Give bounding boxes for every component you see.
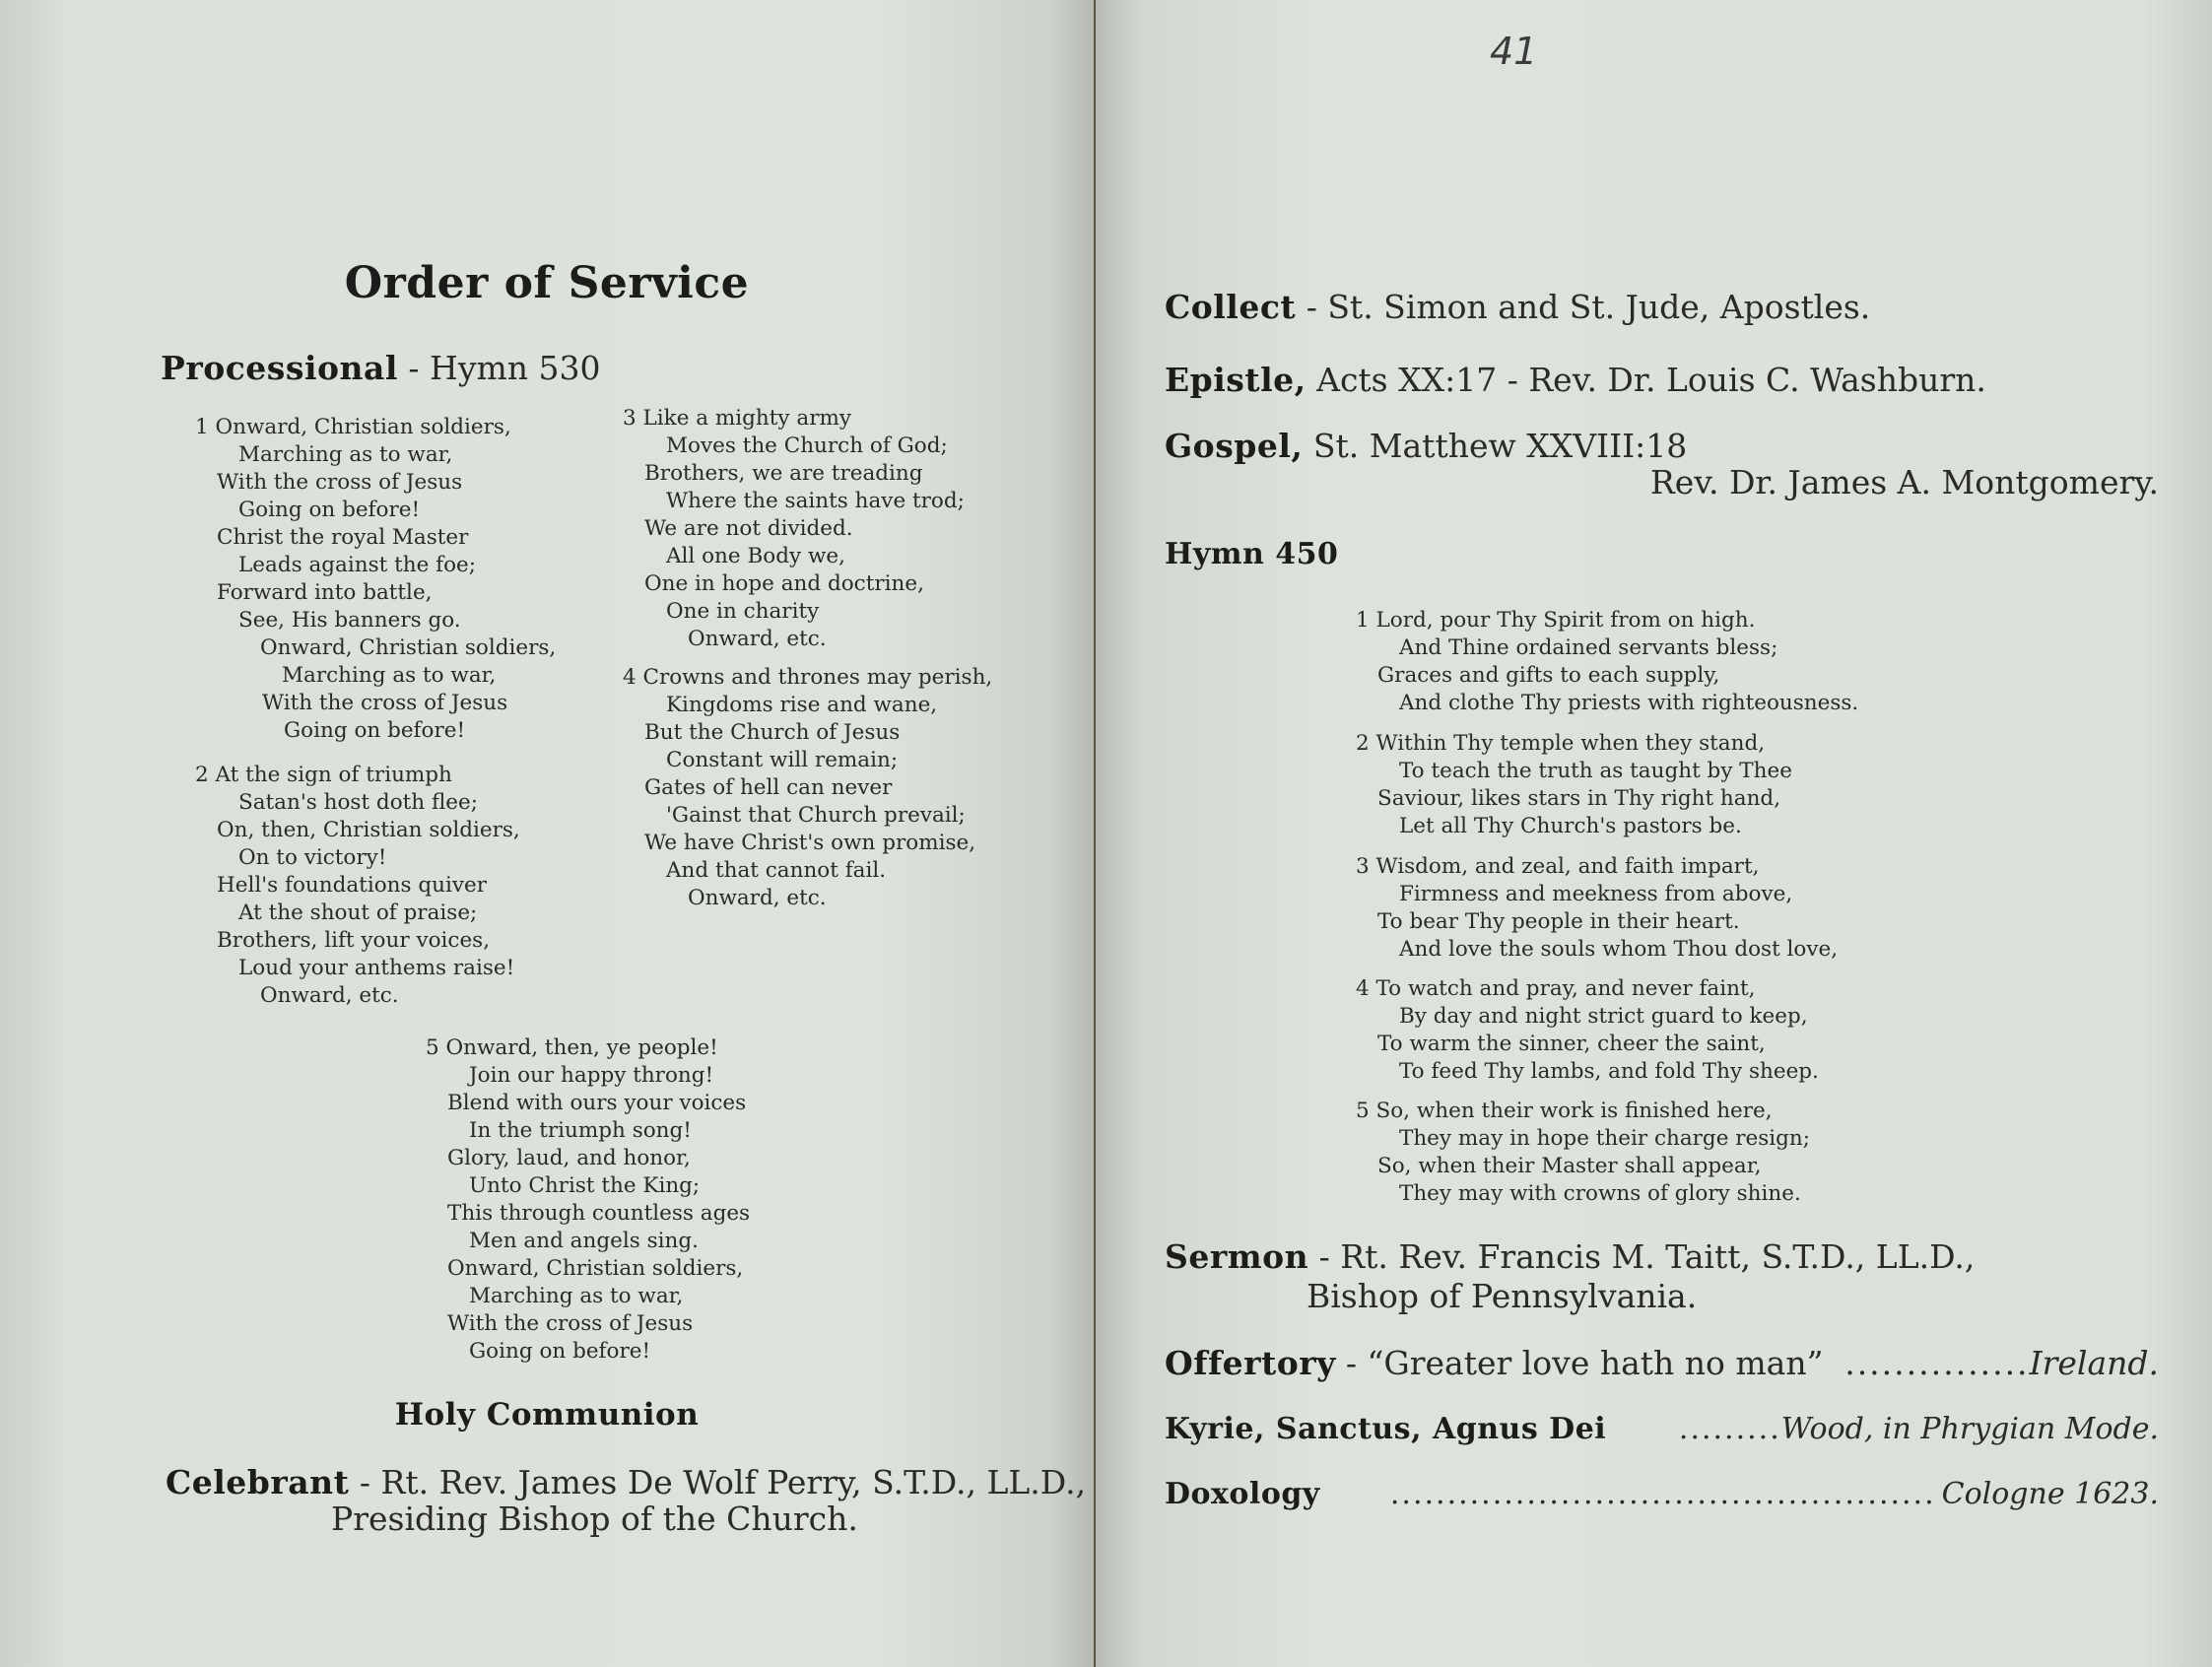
- verse-line: To bear Thy people in their heart.: [1377, 909, 1740, 934]
- sermon-text: - Rt. Rev. Francis M. Taitt, S.T.D., LL.D.,: [1318, 1237, 1976, 1276]
- sermon-label: Sermon: [1165, 1237, 1309, 1276]
- verse-line: 2 At the sign of triumph: [195, 763, 452, 787]
- verse-line: Christ the royal Master: [217, 525, 469, 550]
- gospel-text: St. Matthew XXVIII:18: [1312, 427, 1688, 465]
- verse-line: Brothers, lift your voices,: [217, 928, 491, 953]
- verse-line: And love the souls whom Thou dost love,: [1399, 937, 1839, 962]
- verse-line: Glory, laud, and honor,: [447, 1146, 691, 1170]
- verse-line: Marching as to war,: [469, 1284, 684, 1308]
- verse-line: At the shout of praise;: [238, 900, 478, 925]
- verse-line: Loud your anthems raise!: [238, 956, 515, 980]
- verse-line: Onward, Christian soldiers,: [260, 635, 557, 660]
- verse-line: We are not divided.: [644, 516, 853, 541]
- verse-line: Where the saints have trod;: [666, 489, 965, 513]
- verse-line: 'Gainst that Church prevail;: [666, 803, 966, 828]
- verse-line: Going on before!: [284, 718, 466, 743]
- verse-line: See, His banners go.: [238, 608, 461, 633]
- hymn450-verse-5: [1356, 1098, 1810, 1208]
- verse-line: Marching as to war,: [282, 663, 497, 688]
- offertory-line: [1165, 1344, 2159, 1382]
- verse-line: We have Christ's own promise,: [644, 831, 976, 855]
- doxology-label: Doxology: [1165, 1477, 1320, 1511]
- hymn530-verse-2: [195, 762, 520, 1010]
- verse-line: And clothe Thy priests with righteousness.: [1399, 691, 1859, 715]
- verse-line: 3 Wisdom, and zeal, and faith impart,: [1356, 854, 1760, 879]
- verse-line: With the cross of Jesus: [447, 1311, 694, 1336]
- offertory-composer: Ireland.: [2029, 1344, 2159, 1382]
- verse-line: One in hope and doctrine,: [644, 571, 924, 596]
- verse-line: Men and angels sing.: [469, 1229, 699, 1253]
- offertory-label: Offertory: [1165, 1344, 1336, 1382]
- hymn450-verse-1: [1356, 607, 1858, 717]
- collect-text: - St. Simon and St. Jude, Apostles.: [1306, 288, 1871, 326]
- verse-line: Satan's host doth flee;: [238, 790, 478, 815]
- verse-line: On to victory!: [238, 845, 387, 870]
- right-page: [1096, 0, 2212, 1667]
- verse-line: Marching as to war,: [238, 442, 453, 467]
- collect-label: Collect: [1165, 288, 1297, 326]
- left-page: [0, 0, 1094, 1667]
- processional-label: Processional: [161, 349, 398, 387]
- verse-line: They may with crowns of glory shine.: [1399, 1181, 1801, 1206]
- kyrie-composer: Wood, in Phrygian Mode.: [1780, 1412, 2159, 1446]
- hymn450-verse-3: [1356, 853, 1838, 964]
- celebrant-label: Celebrant: [166, 1463, 350, 1501]
- verse-line: With the cross of Jesus: [217, 470, 463, 495]
- gospel-label: Gospel,: [1165, 427, 1304, 465]
- verse-line: Onward, etc.: [688, 627, 827, 651]
- verse-line: Join our happy throng!: [469, 1063, 714, 1088]
- collect-line: [1165, 288, 1870, 326]
- verse-line: Kingdoms rise and wane,: [666, 693, 938, 717]
- celebrant-line: [166, 1463, 1086, 1501]
- verse-line: 4 To watch and pray, and never faint,: [1356, 976, 1756, 1001]
- sermon-line-2: Bishop of Pennsylvania.: [1307, 1277, 1698, 1315]
- offertory-leader-dots: ...............: [1844, 1344, 2030, 1382]
- verse-line: To feed Thy lambs, and fold Thy sheep.: [1399, 1059, 1819, 1084]
- doxology-leader-dots: ................................................: [1389, 1477, 1936, 1511]
- kyrie-line: [1165, 1412, 2159, 1446]
- verse-line: All one Body we,: [666, 544, 845, 568]
- verse-line: Onward, etc.: [688, 886, 827, 910]
- verse-line: 4 Crowns and thrones may perish,: [623, 665, 993, 690]
- verse-line: Moves the Church of God;: [666, 433, 948, 458]
- processional-line: [161, 349, 601, 387]
- verse-line: Unto Christ the King;: [469, 1173, 701, 1198]
- verse-line: 5 So, when their work is finished here,: [1356, 1099, 1773, 1123]
- verse-line: Gates of hell can never: [644, 775, 893, 800]
- verse-line: Forward into battle,: [217, 580, 433, 605]
- verse-line: So, when their Master shall appear,: [1377, 1154, 1762, 1178]
- verse-line: They may in hope their charge resign;: [1399, 1126, 1811, 1151]
- gospel-line-2: Rev. Dr. James A. Montgomery.: [1649, 463, 2159, 501]
- verse-line: Onward, etc.: [260, 983, 399, 1008]
- verse-line: Graces and gifts to each supply,: [1377, 663, 1720, 688]
- verse-line: On, then, Christian soldiers,: [217, 818, 520, 842]
- kyrie-label: Kyrie, Sanctus, Agnus Dei: [1165, 1412, 1607, 1446]
- hymn530-verse-1: [195, 414, 556, 745]
- kyrie-leader-dots: .........: [1678, 1412, 1781, 1446]
- epistle-text: Acts XX:17 - Rev. Dr. Louis C. Washburn.: [1316, 361, 1986, 399]
- verse-line: By day and night strict guard to keep,: [1399, 1004, 1808, 1029]
- hymn530-verse-3: [623, 405, 965, 653]
- offertory-text: - “Greater love hath no man”: [1345, 1344, 1824, 1382]
- handwritten-page-number: 41: [1490, 30, 1538, 73]
- holy-communion-heading: Holy Communion: [394, 1397, 700, 1433]
- processional-text: - Hymn 530: [408, 349, 601, 387]
- verse-line: Firmness and meekness from above,: [1399, 882, 1793, 906]
- verse-line: And that cannot fail.: [666, 858, 887, 883]
- doxology-line: [1165, 1477, 2159, 1511]
- verse-line: 1 Lord, pour Thy Spirit from on high.: [1356, 608, 1756, 633]
- hymn450-verse-4: [1356, 975, 1819, 1086]
- verse-line: And Thine ordained servants bless;: [1399, 635, 1778, 660]
- celebrant-text: - Rt. Rev. James De Wolf Perry, S.T.D., LL.D.,: [359, 1463, 1087, 1501]
- verse-line: Let all Thy Church's pastors be.: [1399, 814, 1742, 838]
- hymn530-verse-4: [623, 664, 992, 912]
- verse-line: But the Church of Jesus: [644, 720, 901, 745]
- epistle-label: Epistle,: [1165, 361, 1307, 399]
- verse-line: 1 Onward, Christian soldiers,: [195, 415, 511, 439]
- verse-line: One in charity: [666, 599, 820, 624]
- verse-line: To teach the truth as taught by Thee: [1399, 759, 1792, 783]
- epistle-line: [1165, 361, 1986, 399]
- verse-line: Going on before!: [469, 1339, 651, 1364]
- doxology-composer: Cologne 1623.: [1941, 1477, 2159, 1511]
- verse-line: Constant will remain;: [666, 748, 899, 772]
- verse-line: With the cross of Jesus: [262, 691, 508, 715]
- verse-line: 2 Within Thy temple when they stand,: [1356, 731, 1766, 756]
- celebrant-line-2: Presiding Bishop of the Church.: [331, 1500, 858, 1538]
- verse-line: Going on before!: [238, 498, 421, 522]
- hymn530-verse-5: [426, 1034, 750, 1366]
- verse-line: This through countless ages: [447, 1201, 751, 1226]
- sermon-line: [1165, 1237, 1975, 1276]
- hymn450-verse-2: [1356, 730, 1792, 840]
- verse-line: Brothers, we are treading: [644, 461, 923, 486]
- verse-line: Saviour, likes stars in Thy right hand,: [1377, 786, 1781, 811]
- verse-line: 5 Onward, then, ye people!: [426, 1035, 718, 1060]
- verse-line: In the triumph song!: [469, 1118, 692, 1143]
- verse-line: Leads against the foe;: [238, 553, 476, 577]
- page-title: Order of Service: [344, 258, 750, 308]
- verse-line: 3 Like a mighty army: [623, 406, 852, 431]
- gospel-line: [1165, 427, 1687, 465]
- verse-line: Blend with ours your voices: [447, 1091, 747, 1115]
- hymn450-heading: Hymn 450: [1165, 537, 1339, 571]
- verse-line: Hell's foundations quiver: [217, 873, 487, 898]
- verse-line: To warm the sinner, cheer the saint,: [1377, 1032, 1766, 1056]
- verse-line: Onward, Christian soldiers,: [447, 1256, 744, 1281]
